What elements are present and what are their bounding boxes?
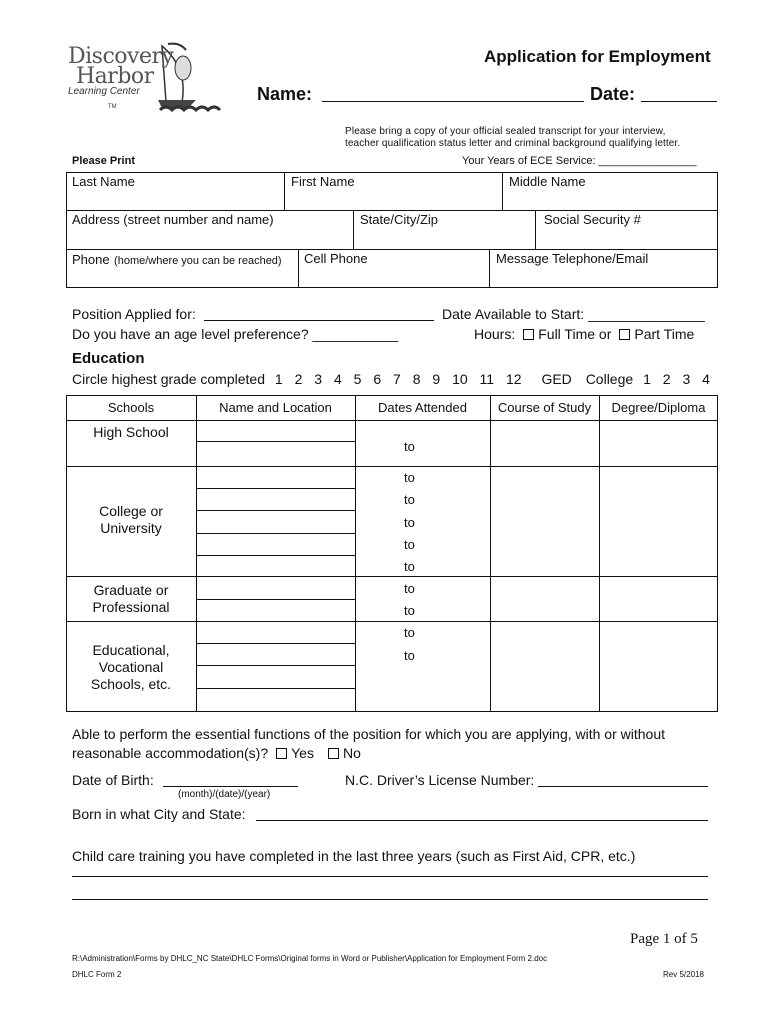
college-year-2[interactable]: 2: [662, 371, 671, 387]
state-city-zip-field[interactable]: State/City/Zip: [360, 212, 439, 227]
dates-to-label: to: [404, 581, 415, 596]
grade-11[interactable]: 11: [479, 371, 495, 387]
ece-service-field[interactable]: Your Years of ECE Service: ________________: [462, 155, 697, 167]
please-print: Please Print: [72, 155, 135, 167]
row-high-school: High School: [93, 424, 169, 440]
logo: [62, 38, 232, 118]
col-schools: Schools: [107, 400, 155, 415]
first-name-field[interactable]: First Name: [291, 174, 355, 189]
college-year-1[interactable]: 1: [643, 371, 651, 387]
dob-label: Date of Birth:: [72, 772, 154, 788]
part-time-checkbox[interactable]: [619, 329, 630, 340]
logo-line3: Learning Center: [68, 86, 140, 97]
training-label: Child care training you have completed in the last three years (such as First Aid, CPR, etc.): [72, 848, 636, 864]
date-field[interactable]: [641, 82, 717, 102]
phone-label: Phone: [72, 252, 110, 267]
grade-8[interactable]: 8: [412, 371, 421, 387]
middle-name-field[interactable]: Middle Name: [509, 174, 586, 189]
ability-question-line1: Able to perform the essential functions of the position for which you are applying, with or without: [72, 726, 665, 742]
form-title: Application for Employment: [484, 47, 711, 66]
dates-to-label: to: [404, 492, 415, 507]
license-field[interactable]: [538, 770, 708, 787]
grade-4[interactable]: 4: [333, 371, 342, 387]
date-label: Date:: [590, 84, 636, 104]
ability-question-text: reasonable accommodation(s)?: [72, 745, 269, 761]
age-preference-field[interactable]: Do you have an age level preference? ___________: [72, 326, 399, 342]
logo-line2: Harbor: [76, 64, 154, 89]
hours-options: [474, 326, 694, 342]
dates-to-label: to: [404, 537, 415, 552]
grade-10[interactable]: 10: [452, 371, 468, 387]
col-course-of-study: Course of Study: [497, 400, 592, 415]
dob-field[interactable]: [163, 770, 298, 787]
form-number: DHLC Form 2: [72, 970, 122, 979]
dates-to-label: to: [404, 515, 415, 530]
personal-info-box: [66, 172, 718, 288]
col-dates-attended: Dates Attended: [378, 400, 467, 415]
phone-field[interactable]: [72, 251, 282, 269]
position-applied-label: Position Applied for:: [72, 306, 196, 322]
file-path: R:\Administration\Forms by DHLC_NC State\DHLC Forms\Original forms in Word or Publisher\Application for Employment Form 2.doc: [72, 954, 548, 963]
dates-to-label: to: [404, 439, 415, 454]
row-vocational: Educational, Vocational Schools, etc.: [90, 642, 172, 692]
grade-5[interactable]: 5: [353, 371, 362, 387]
col-name-location: Name and Location: [219, 400, 332, 415]
logo-line1: Discovery: [68, 44, 174, 69]
page-number: Page 1 of 5: [630, 931, 698, 947]
grade-2[interactable]: 2: [294, 371, 303, 387]
part-time-label: Part Time: [634, 326, 695, 342]
dob-hint: (month)/(date)/(year): [178, 789, 271, 800]
full-time-label: Full Time or: [538, 326, 612, 342]
notice-line1: Please bring a copy of your official sealed transcript for your interview,: [345, 126, 666, 137]
date-available-field[interactable]: Date Available to Start: _______________: [442, 306, 705, 322]
dates-to-label: to: [404, 648, 415, 663]
row-college: College or University: [99, 503, 163, 536]
dates-to-label: to: [404, 603, 415, 618]
phone-hint: (home/where you can be reached): [114, 255, 282, 267]
education-heading: Education: [72, 350, 145, 367]
college-year-3[interactable]: 3: [682, 371, 691, 387]
ability-no-checkbox[interactable]: [328, 748, 339, 759]
college-year-4[interactable]: 4: [702, 371, 710, 387]
name-label: Name:: [257, 84, 313, 104]
full-time-checkbox[interactable]: [523, 329, 534, 340]
notice-line2: teacher qualification status letter and criminal background qualifying letter.: [345, 138, 681, 149]
last-name-field[interactable]: Last Name: [72, 174, 135, 189]
birthplace-field[interactable]: [256, 804, 708, 821]
circle-grade-label: Circle highest grade completed: [72, 371, 265, 387]
cell-phone-field[interactable]: Cell Phone: [304, 251, 368, 266]
grade-3[interactable]: 3: [314, 371, 323, 387]
birthplace-label: Born in what City and State:: [72, 806, 246, 822]
grade-12[interactable]: 12: [505, 371, 522, 387]
ability-question-line2: [72, 745, 361, 761]
grade-completed-row: [72, 371, 710, 387]
license-label: N.C. Driver’s License Number:: [345, 772, 535, 788]
revision: Rev 5/2018: [663, 970, 704, 979]
grade-7[interactable]: 7: [393, 371, 401, 387]
ability-yes-label: Yes: [291, 745, 314, 761]
hours-label: Hours:: [474, 326, 516, 342]
ged-option[interactable]: GED: [541, 371, 572, 387]
ability-yes-checkbox[interactable]: [276, 748, 287, 759]
message-phone-email-field[interactable]: Message Telephone/Email: [496, 251, 649, 266]
grade-6[interactable]: 6: [373, 371, 382, 387]
position-applied-field[interactable]: [204, 304, 434, 321]
training-line-2[interactable]: [72, 883, 708, 900]
dates-to-label: to: [404, 625, 415, 640]
logo-mark: TM: [108, 104, 117, 110]
grade-1[interactable]: 1: [274, 371, 283, 387]
dates-to-label: to: [404, 559, 415, 574]
address-field[interactable]: Address (street number and name): [72, 212, 274, 227]
ability-no-label: No: [342, 745, 361, 761]
training-line-1[interactable]: [72, 860, 708, 877]
dates-to-label: to: [404, 470, 415, 485]
college-label: College: [585, 371, 634, 387]
ssn-field[interactable]: Social Security #: [544, 212, 641, 227]
grade-9[interactable]: 9: [432, 371, 441, 387]
row-graduate: Graduate or Professional: [92, 582, 170, 615]
col-degree-diploma: Degree/Diploma: [611, 400, 706, 415]
name-field[interactable]: [322, 82, 584, 102]
